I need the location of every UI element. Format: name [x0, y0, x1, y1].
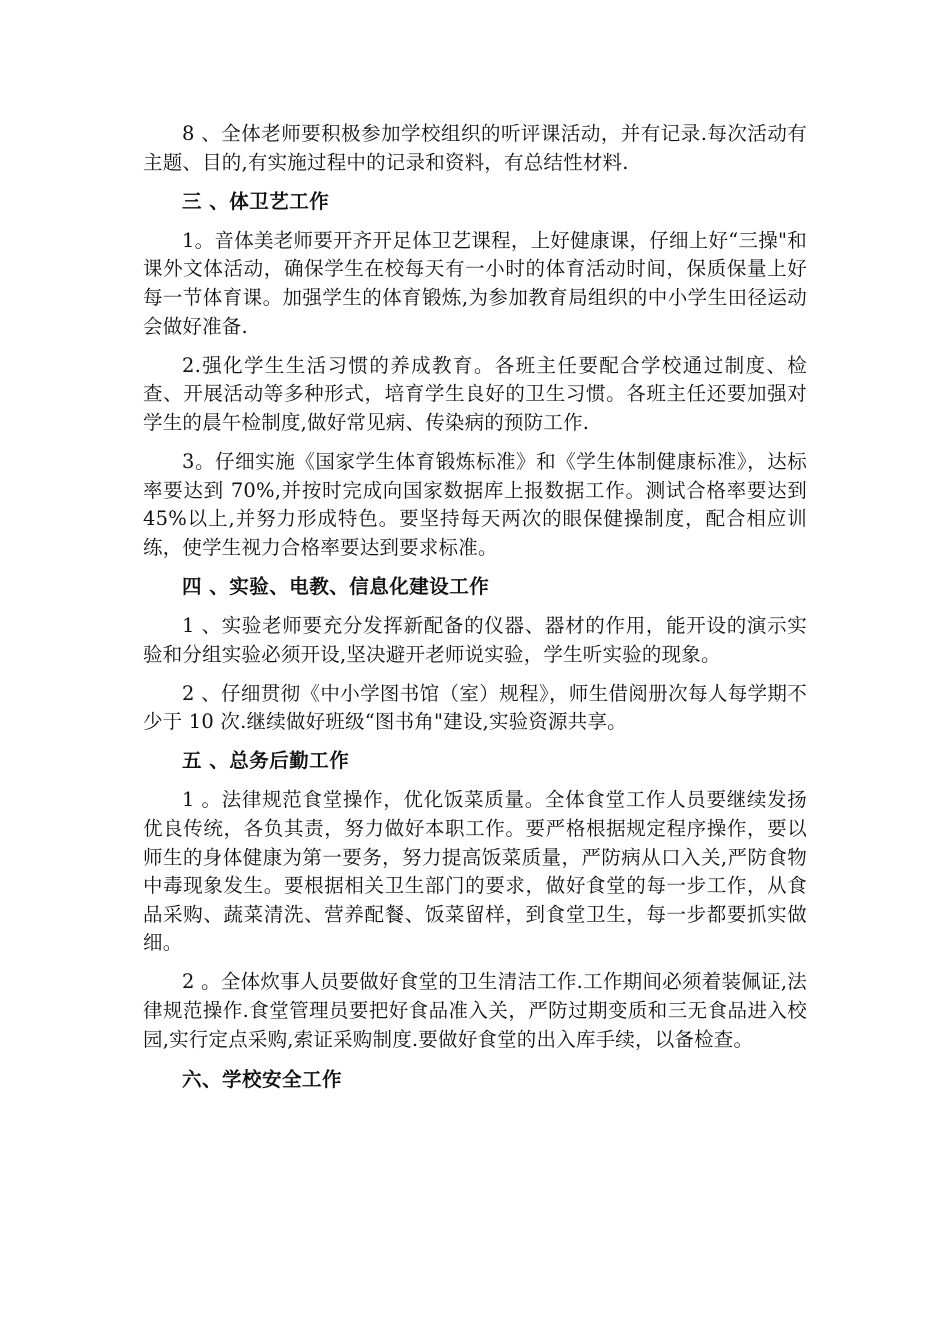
paragraph-sports-1: 1。音体美老师要开齐开足体卫艺课程，上好健康课，仔细上好“三操"和课外文体活动，确保学生在校每天有一小时的体育活动时间，保质保量上好每一节体育课。加强学生的体育锻炼,为参加教育局组织的中小学生田径运动会做好准备. [143, 228, 807, 338]
section-heading-4: 四 、实验、电教、信息化建设工作 [182, 574, 490, 598]
section-heading-6: 六、学校安全工作 [182, 1068, 343, 1092]
section-heading-3: 三 、体卫艺工作 [182, 189, 330, 213]
paragraph-lab-1: 1 、实验老师要充分发挥新配备的仪器、器材的作用，能开设的演示实验和分组实验必须开设,坚决避开老师说实验，学生听实验的现象。 [143, 613, 807, 666]
paragraph-logistics-2: 2 。全体炊事人员要做好食堂的卫生清洁工作.工作期间必须着装佩证,法律规范操作.食堂管理员要把好食品准入关，严防过期变质和三无食品进入校园,实行定点采购,索证采购制度.要做好食堂的出入库手续，以备检查。 [143, 970, 807, 1051]
paragraph-lab-2: 2 、仔细贯彻《中小学图书馆（室）规程》，师生借阅册次每人每学期不少于 10 次.继续做好班级“图书角"建设,实验资源共享。 [143, 681, 807, 734]
section-heading-5: 五 、总务后勤工作 [182, 749, 350, 773]
paragraph-sports-2: 2.强化学生生活习惯的养成教育。各班主任要配合学校通过制度、检查、开展活动等多种形式，培育学生良好的卫生习惯。各班主任还要加强对学生的晨午检制度,做好常见病、传染病的预防工作. [143, 353, 807, 434]
document-page [143, 120, 807, 1105]
paragraph-sports-3: 3。仔细实施《国家学生体育锻炼标准》和《学生体制健康标准》，达标率要达到 70%,并按时完成向国家数据库上报数据工作。测试合格率要达到 45%以上,并努力形成特色。要坚持每天两次的眼保健操制度，配合相应训练，使学生视力合格率要达到要求标准。 [143, 449, 807, 559]
paragraph-logistics-1: 1 。法律规范食堂操作，优化饭菜质量。全体食堂工作人员要继续发扬优良传统，各负其责，努力做好本职工作。要严格根据规定程序操作，要以师生的身体健康为第一要务，努力提高饭菜质量，严防病从口入关,严防食物中毒现象发生。要根据相关卫生部门的要求，做好食堂的每一步工作，从食品采购、蔬菜清洗、营养配餐、饭菜留样，到食堂卫生，每一步都要抓实做细。 [143, 788, 807, 955]
paragraph-item-8: 8 、全体老师要积极参加学校组织的听评课活动，并有记录.每次活动有主题、目的,有实施过程中的记录和资料，有总结性材料. [143, 122, 807, 174]
